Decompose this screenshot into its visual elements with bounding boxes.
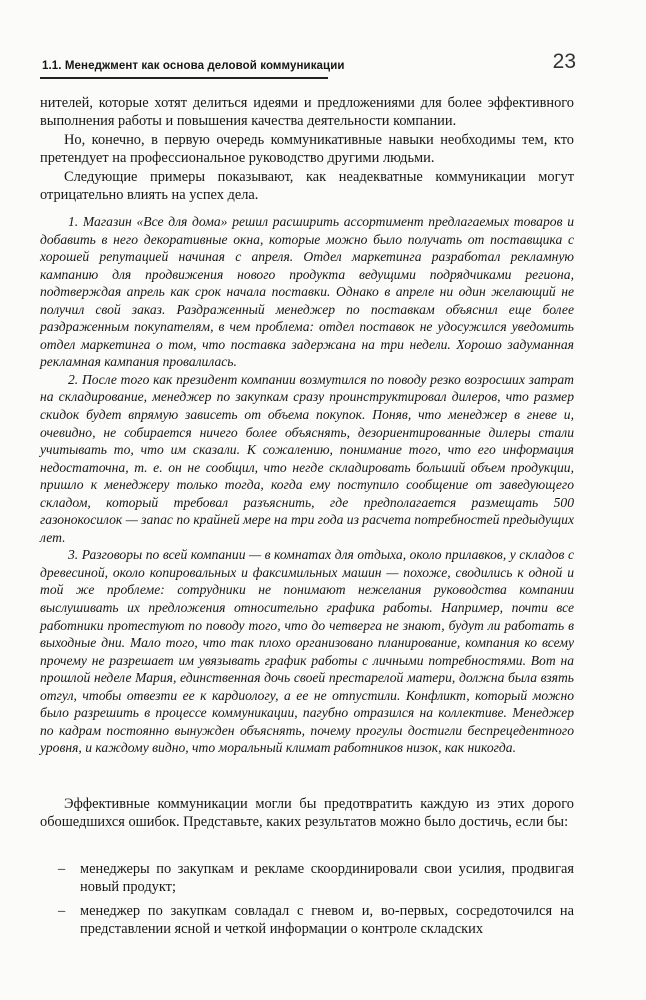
list-item-text: менеджер по закупкам совладал с гневом и, во-первых, сосредоточился на представлении ясной и четкой информации о контроле складских xyxy=(80,902,574,938)
example-paragraph: 3. Разговоры по всей компании — в комнатах для отдыха, около прилавков, у складов с древесиной, около копировальных и факсимильных машин — похоже, сводились к одной и той же проблеме: сотрудники не понимают нежелания руководства компании выслушивать их предложения относительно графика работы. Например, почти все работники протестуют по поводу того, что до четверга не знают, будут ли работать в выходные дни. Мало того, что так плохо организовано планирование, компания ко всему прочему не разрешает им увязывать график работы с личными потребностями. Вот на прошлой неделе Мария, единственная дочь своей престарелой матери, должна была взять отгул, чтобы отвезти ее к кардиологу, а ее не отпустили. Конфликт, который можно было разрешить в процессе коммуникации, пагубно отразился на коллективе. Менеджер по кадрам постоянно вынужден объяснять, почему прогулы достигли беспрецедентного уровня, и каждому видно, что моральный климат работников низок, как никогда. xyxy=(40,547,574,756)
paragraph: Эффективные коммуникации могли бы предотвратить каждую из этих дорого обошедшихся ошибок. Представьте, каких результатов можно было достичь, если бы: xyxy=(40,796,574,831)
paragraph: Но, конечно, в первую очередь коммуникативные навыки необходимы тем, кто претендует на профессиональное руководство другими людьми. xyxy=(40,131,574,167)
conclusion-section xyxy=(40,795,574,832)
list-marker: – xyxy=(58,861,66,877)
paragraph: Следующие примеры показывают, как неадекватные коммуникации могут отрицательно влиять на успех дела. xyxy=(40,168,574,204)
page-number: 23 xyxy=(552,50,576,73)
example-paragraph: 1. Магазин «Все для дома» решил расширить ассортимент предлагаемых товаров и добавить в него декоративные окна, которые можно было получать от поставщика с хорошей репутацией начиная с апреля. Отдел маркетинга разработал рекламную кампанию для продвижения нового продукта ведущими подрядчиками региона, подтверждая апрель как срок начала поставки. Однако в апреле ни один желающий не получил свой заказ. Раздраженный менеджер по поставкам объяснил еще более раздраженным покупателям, в чем проблема: отдел поставок не удосужился уведомить отдел маркетинга о том, что поставка задержана на три недели. Хорошо задуманная рекламная кампания провалилась. xyxy=(40,214,574,370)
list-marker: – xyxy=(58,902,66,919)
intro-section xyxy=(40,94,574,204)
header-rule xyxy=(40,77,328,79)
examples-section xyxy=(40,213,574,757)
running-header xyxy=(40,50,576,80)
list-item xyxy=(40,902,574,939)
bullet-list xyxy=(40,860,574,944)
paragraph: нителей, которые хотят делиться идеями и предложениями для более эффективного выполнения работы и повышения качества деятельности компании. xyxy=(40,95,574,130)
list-item xyxy=(40,860,574,897)
chapter-title: 1.1. Менеджмент как основа деловой коммуникации xyxy=(42,60,345,72)
list-item-text: менеджеры по закупкам и рекламе скоординировали свои усилия, продвигая новый продукт; xyxy=(80,861,574,896)
example-paragraph: 2. После того как президент компании возмутился по поводу резко возросших затрат на складирование, менеджер по закупкам сразу проинструктировал дилеров, что размер скидок будет впрямую зависеть от объема покупок. Поняв, что менеджер в гневе и, очевидно, не собирается ничего более объяснять, дезориентированные дилеры стали учитывать то, что им сказали. К сожалению, понимание того, что его информация недостаточна, т. е. он не сообщил, что негде складировать больший объем продукции, пришло к менеджеру только тогда, когда ему поступило сообщение от заведующего складом, который требовал разъяснить, где предполагается размещать 500 газонокосилок — запас по крайней мере на три года из расчета потребностей предыдущих лет. xyxy=(40,371,574,545)
